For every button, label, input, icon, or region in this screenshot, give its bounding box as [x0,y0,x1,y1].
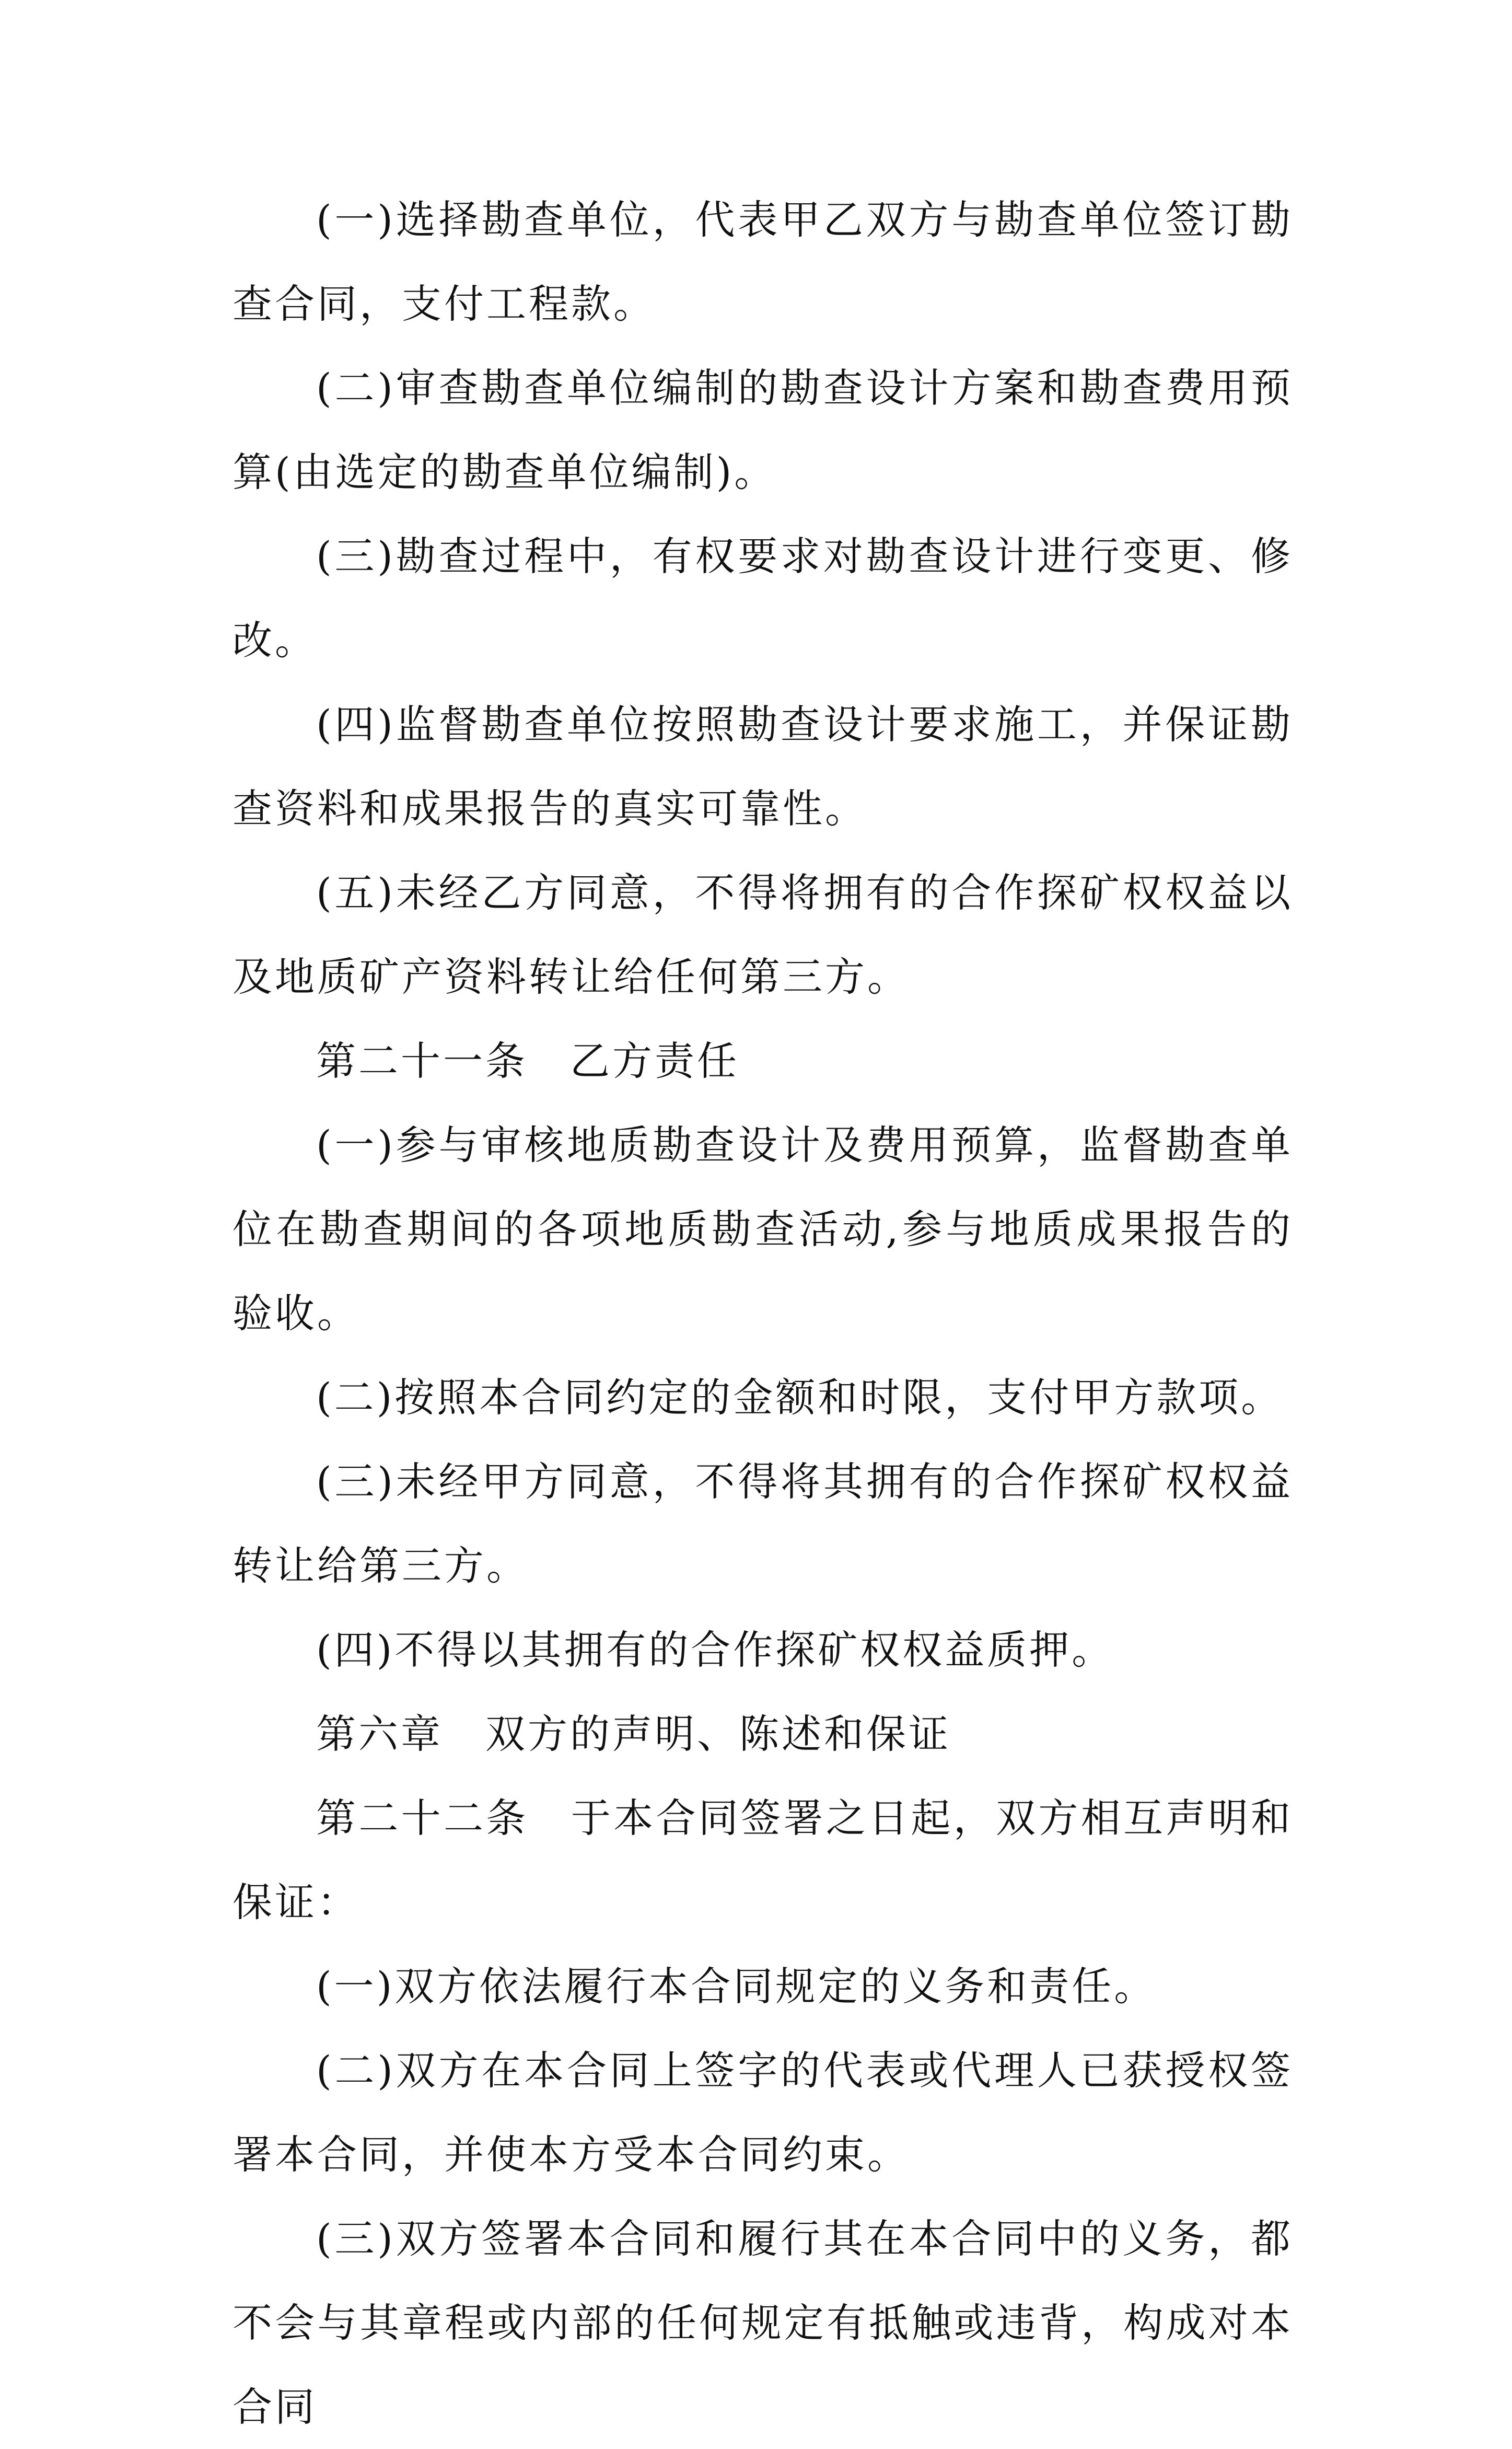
paragraph-9: (三)未经甲方同意，不得将其拥有的合作探矿权权益转让给第三方。 [232,1458,1293,1589]
article-21-heading: 第二十一条 乙方责任 [316,1038,739,1084]
paragraph-14: (二)双方在本合同上签字的代表或代理人已获授权签署本合同，并使本方受本合同约束。 [232,2047,1293,2178]
paragraph-7: (一)参与审核地质勘查设计及费用预算，监督勘查单位在勘查期间的各项地质勘查活动,参与地质成果报告的验收。 [232,1122,1293,1337]
document-page [232,178,1293,2449]
paragraph-1: (一)选择勘查单位，代表甲乙双方与勘查单位签订勘查合同，支付工程款。 [232,196,1293,327]
paragraph-13: (一)双方依法履行本合同规定的义务和责任。 [316,1963,1157,2010]
paragraph-10: (四)不得以其拥有的合作探矿权权益质押。 [316,1627,1114,1673]
paragraph-2: (二)审查勘查单位编制的勘查设计方案和勘查费用预算(由选定的勘查单位编制)。 [232,365,1293,495]
paragraph-5: (五)未经乙方同意，不得将拥有的合作探矿权权益以及地质矿产资料转让给任何第三方。 [232,869,1293,1000]
paragraph-3: (三)勘查过程中，有权要求对勘查设计进行变更、修改。 [232,533,1293,664]
article-22: 第二十二条 于本合同签署之日起，双方相互声明和保证： [232,1795,1293,1925]
paragraph-15: (三)双方签署本合同和履行其在本合同中的义务，都不会与其章程或内部的任何规定有抵触或违背，构成对本合同 [232,2215,1293,2430]
paragraph-4: (四)监督勘查单位按照勘查设计要求施工，并保证勘查资料和成果报告的真实可靠性。 [232,701,1293,832]
chapter-6-heading: 第六章 双方的声明、陈述和保证 [316,1711,951,1757]
paragraph-8: (二)按照本合同约定的金额和时限，支付甲方款项。 [316,1374,1284,1421]
